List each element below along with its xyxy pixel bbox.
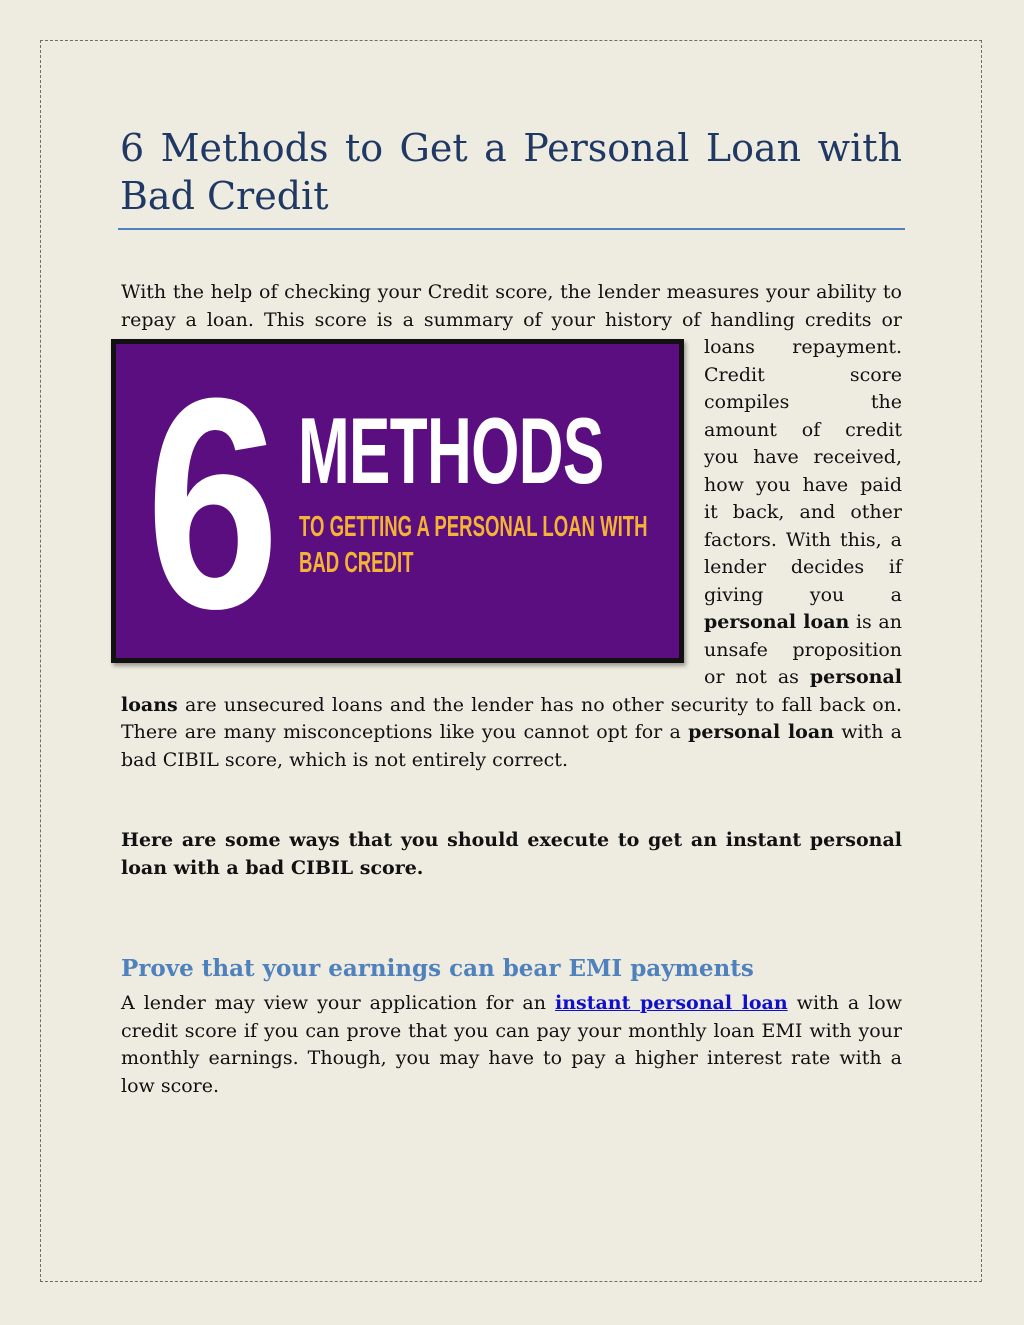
- hero-image: [111, 339, 684, 663]
- section-text-2: with a low credit score if you can prove that you can pay your monthly loan EMI with your monthly earnings. Though, you may have to pay a higher interest rate with a low score.: [121, 992, 903, 1097]
- hero-subline-2: BAD CREDIT: [299, 547, 414, 579]
- intro-bold-3: personal loan: [688, 721, 834, 743]
- intro-bold-2: personal loans: [121, 666, 902, 716]
- hero-number: 6: [146, 339, 275, 663]
- intro-block: [121, 279, 902, 774]
- intro-text-4: with a bad CIBIL score, which is not entirely correct.: [121, 721, 902, 771]
- hero-subline-1: TO GETTING A PERSONAL LOAN WITH: [299, 511, 648, 543]
- title-divider: [118, 228, 905, 230]
- section-body: [121, 990, 902, 1100]
- cta-text: Here are some ways that you should execute to get an instant personal loan with a bad CIBIL score.: [121, 829, 902, 879]
- hero-headline: METHODS: [298, 398, 604, 503]
- instant-personal-loan-link[interactable]: instant personal loan: [554, 992, 788, 1014]
- intro-paragraph: [121, 279, 902, 774]
- section-heading: Prove that your earnings can bear EMI payments: [121, 955, 754, 982]
- intro-text-3: are unsecured loans and the lender has no other security to fall back on. There are many misconceptions like you cannot opt for a: [121, 693, 902, 743]
- intro-text-1b: loans repayment. Credit score compiles the amount of credit you have received, how you have paid it back, and other factors. With this, a lender decides if giving you a: [704, 336, 902, 606]
- page-title: 6 Methods to Get a Personal Loan with Bad Credit: [120, 126, 902, 218]
- section-text-1: A lender may view your application for an: [121, 992, 555, 1014]
- intro-bold-1: personal loan: [704, 611, 850, 633]
- intro-text-2: is an unsafe proposition or not as: [704, 611, 902, 688]
- intro-text-1a: With the help of checking your Credit score, the lender measures your ability to repay a loan. This score is a summary of your history of handling credits or: [121, 281, 902, 331]
